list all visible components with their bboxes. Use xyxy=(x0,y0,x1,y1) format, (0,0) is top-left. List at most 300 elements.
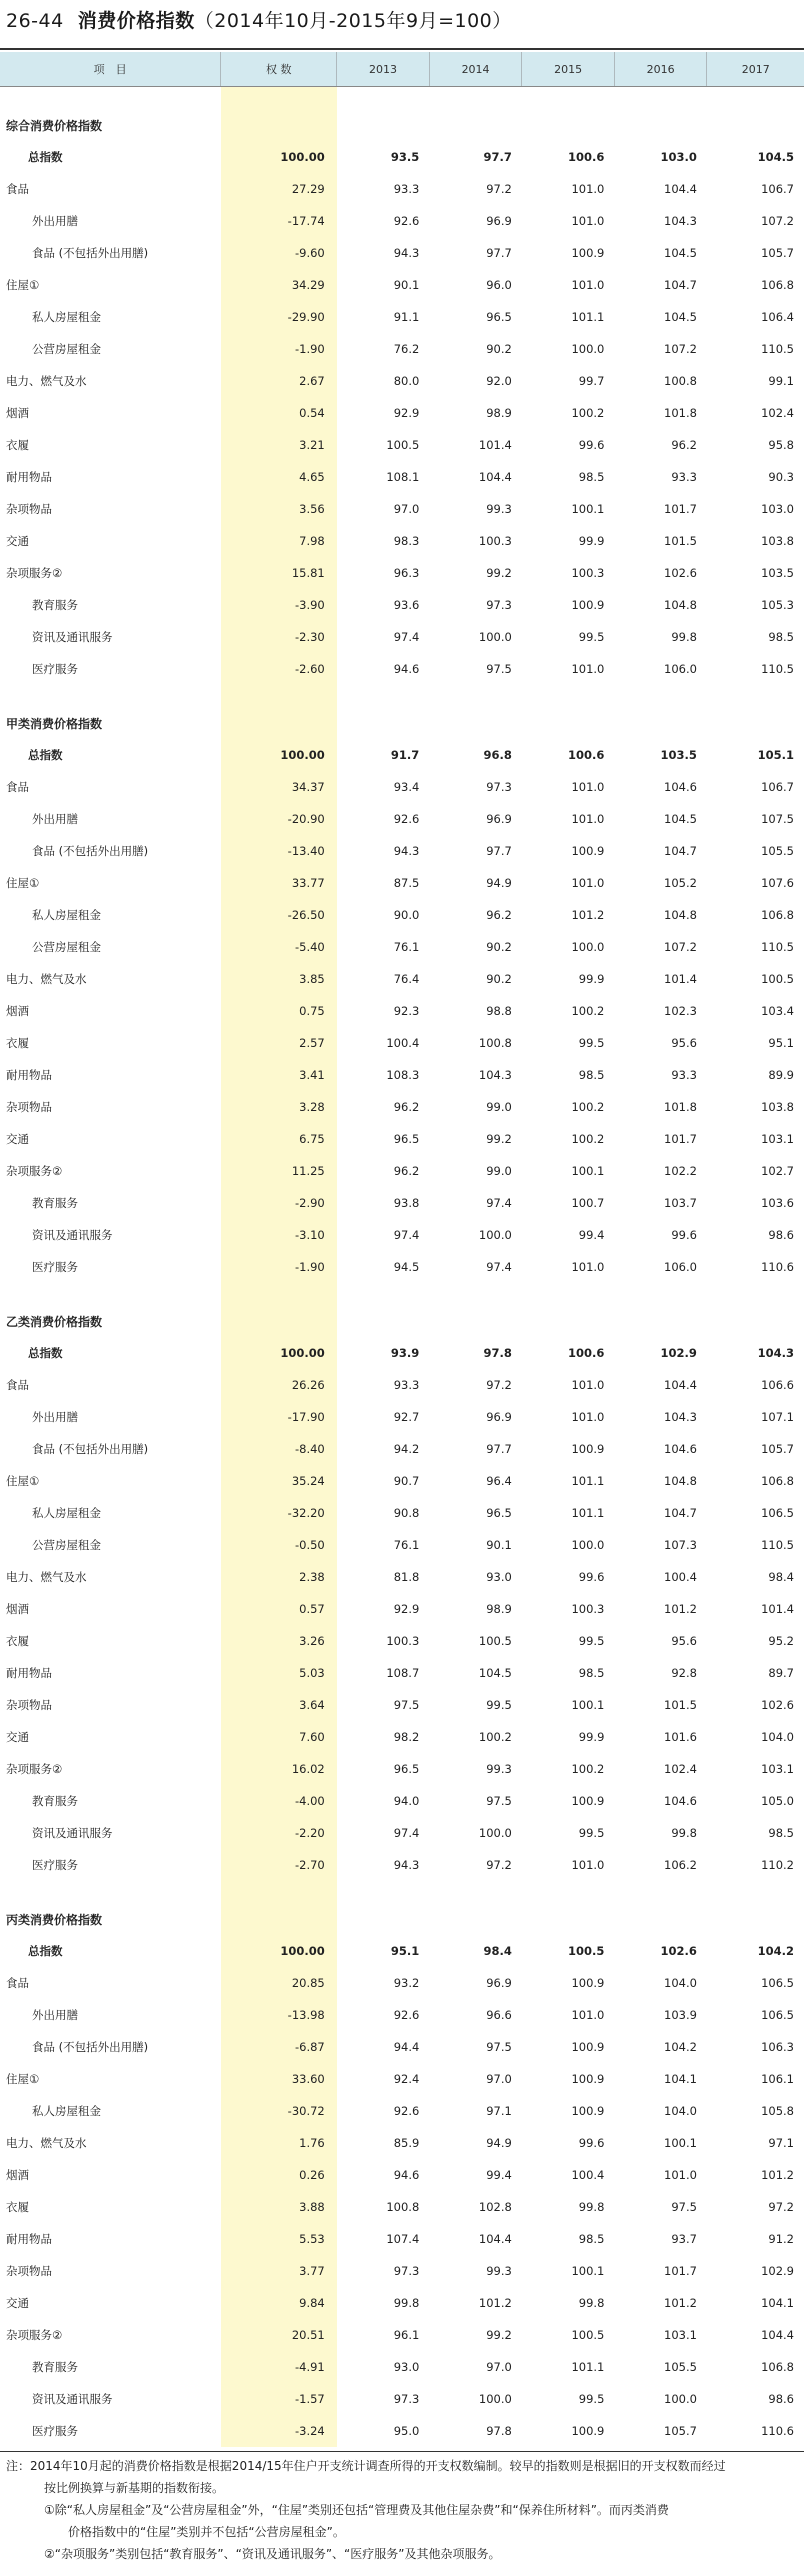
base-period: （2014年10月-2015年9月=100） xyxy=(194,10,512,32)
index-cell: 100.3 xyxy=(571,1602,605,1616)
footnotes xyxy=(6,2455,726,2565)
index-cell: 99.3 xyxy=(486,2264,512,2278)
index-cell: 101.0 xyxy=(571,1378,605,1392)
index-cell: 100.6 xyxy=(568,1346,605,1360)
index-cell: 102.6 xyxy=(664,566,697,580)
index-cell: 92.6 xyxy=(393,2008,420,2022)
index-cell: 103.5 xyxy=(761,566,794,580)
index-cell: 104.1 xyxy=(664,2072,697,2086)
table-row xyxy=(0,237,804,269)
index-cell: 98.5 xyxy=(768,1826,794,1840)
index-cell: 99.3 xyxy=(486,502,512,516)
index-cell: 98.5 xyxy=(768,630,794,644)
index-cell: 107.2 xyxy=(664,940,697,954)
weight-cell: 33.60 xyxy=(221,2063,337,2095)
index-cell: 105.1 xyxy=(757,748,794,762)
index-cell: 105.5 xyxy=(664,2360,697,2374)
index-cell: 81.8 xyxy=(393,1570,420,1584)
index-cell: 101.4 xyxy=(761,1602,794,1616)
index-cell: 93.2 xyxy=(393,1976,420,1990)
weight-cell: 35.24 xyxy=(221,1465,337,1497)
index-cell: 100.9 xyxy=(571,246,605,260)
row-label: 食品 (不包括外出用膳) xyxy=(32,1442,149,1456)
table-row xyxy=(0,931,804,963)
row-label: 资讯及通讯服务 xyxy=(32,2392,113,2406)
index-cell: 97.2 xyxy=(486,1378,512,1392)
index-cell: 99.5 xyxy=(578,1634,605,1648)
table-row xyxy=(0,1497,804,1529)
index-cell: 104.0 xyxy=(664,1976,697,1990)
index-cell: 101.6 xyxy=(664,1730,697,1744)
header-year: 2016 xyxy=(614,52,707,87)
table-row xyxy=(0,1187,804,1219)
index-cell: 96.2 xyxy=(486,908,512,922)
table-name: 消费价格指数 xyxy=(77,10,195,32)
index-cell: 100.1 xyxy=(571,2264,605,2278)
table-row xyxy=(0,1155,804,1187)
index-cell: 100.4 xyxy=(571,2168,605,2182)
table-row xyxy=(0,1433,804,1465)
index-cell: 101.0 xyxy=(571,214,605,228)
weight-cell: -5.40 xyxy=(221,931,337,963)
index-cell: 107.4 xyxy=(386,2232,420,2246)
index-cell: 99.6 xyxy=(578,1570,605,1584)
index-cell: 95.6 xyxy=(671,1036,697,1050)
table-row xyxy=(0,771,804,803)
index-cell: 99.9 xyxy=(578,972,605,986)
index-cell: 93.3 xyxy=(671,1068,697,1082)
index-cell: 110.6 xyxy=(761,1260,794,1274)
row-label: 住屋① xyxy=(6,2072,40,2086)
table-row xyxy=(0,835,804,867)
index-cell: 100.0 xyxy=(478,1826,512,1840)
index-cell: 96.5 xyxy=(393,1132,420,1146)
table-row xyxy=(0,1369,804,1401)
index-cell: 105.7 xyxy=(761,246,794,260)
index-cell: 102.8 xyxy=(478,2200,512,2214)
section-title: 乙类消费价格指数 xyxy=(6,1314,103,1329)
index-cell: 100.1 xyxy=(571,1698,605,1712)
index-cell: 94.3 xyxy=(393,246,420,260)
index-cell: 104.2 xyxy=(757,1944,794,1958)
index-cell: 100.0 xyxy=(664,2392,697,2406)
note-line: 按比例换算与新基期的指数衔接。 xyxy=(44,2481,225,2495)
index-cell: 98.5 xyxy=(578,470,605,484)
index-cell: 102.4 xyxy=(664,1762,697,1776)
index-cell: 92.6 xyxy=(393,812,420,826)
index-cell: 106.5 xyxy=(761,1976,794,1990)
index-cell: 104.6 xyxy=(664,1442,697,1456)
table-row xyxy=(0,1625,804,1657)
index-cell: 99.6 xyxy=(671,1228,697,1242)
index-cell: 100.4 xyxy=(386,1036,420,1050)
index-cell: 107.6 xyxy=(761,876,794,890)
row-label: 公营房屋租金 xyxy=(32,1538,101,1552)
index-cell: 96.2 xyxy=(671,438,697,452)
index-cell: 98.8 xyxy=(486,1004,512,1018)
table-row xyxy=(0,1251,804,1283)
table-row xyxy=(0,333,804,365)
index-cell: 100.8 xyxy=(478,1036,512,1050)
table-row xyxy=(0,653,804,685)
index-cell: 94.9 xyxy=(486,876,512,890)
index-cell: 94.6 xyxy=(393,2168,420,2182)
index-cell: 107.5 xyxy=(761,812,794,826)
section-title: 甲类消费价格指数 xyxy=(6,716,103,731)
row-label: 私人房屋租金 xyxy=(32,908,101,922)
table-row xyxy=(0,1561,804,1593)
index-cell: 103.8 xyxy=(761,534,794,548)
index-cell: 104.8 xyxy=(664,1474,697,1488)
row-label: 杂项服务② xyxy=(6,2328,63,2342)
weight-cell: -1.90 xyxy=(221,1251,337,1283)
weight-cell: -2.20 xyxy=(221,1817,337,1849)
index-cell: 104.5 xyxy=(664,310,697,324)
row-label: 杂项服务② xyxy=(6,566,63,580)
row-label: 交通 xyxy=(6,1132,29,1146)
index-cell: 94.0 xyxy=(393,1794,420,1808)
index-cell: 100.9 xyxy=(571,1976,605,1990)
index-cell: 102.3 xyxy=(664,1004,697,1018)
index-cell: 101.0 xyxy=(571,1410,605,1424)
table-row xyxy=(0,269,804,301)
row-label: 电力、燃气及水 xyxy=(6,972,87,986)
index-cell: 96.5 xyxy=(486,310,512,324)
index-cell: 100.0 xyxy=(478,630,512,644)
index-cell: 98.9 xyxy=(486,1602,512,1616)
row-label: 烟酒 xyxy=(6,2168,29,2182)
index-cell: 80.0 xyxy=(393,374,420,388)
index-cell: 98.6 xyxy=(768,1228,794,1242)
index-cell: 99.2 xyxy=(486,1132,512,1146)
index-cell: 104.3 xyxy=(664,1410,697,1424)
index-cell: 101.0 xyxy=(571,182,605,196)
weight-cell: 20.85 xyxy=(221,1967,337,1999)
weight-cell: -4.91 xyxy=(221,2351,337,2383)
index-cell: 101.0 xyxy=(571,812,605,826)
index-cell: 104.3 xyxy=(664,214,697,228)
index-cell: 105.0 xyxy=(761,1794,794,1808)
index-cell: 93.8 xyxy=(393,1196,420,1210)
table-row xyxy=(0,803,804,835)
index-cell: 100.9 xyxy=(571,1794,605,1808)
index-cell: 103.1 xyxy=(664,2328,697,2342)
weight-cell: -29.90 xyxy=(221,301,337,333)
index-cell: 97.7 xyxy=(486,1442,512,1456)
index-cell: 97.5 xyxy=(393,1698,420,1712)
spacer-row xyxy=(0,685,804,707)
index-cell: 106.0 xyxy=(664,1260,697,1274)
index-cell: 92.0 xyxy=(486,374,512,388)
index-cell: 102.2 xyxy=(664,1164,697,1178)
index-cell: 93.5 xyxy=(390,150,420,164)
index-cell: 100.2 xyxy=(571,1132,605,1146)
index-cell: 98.5 xyxy=(578,1666,605,1680)
weight-cell: 15.81 xyxy=(221,557,337,589)
index-cell: 95.0 xyxy=(393,2424,420,2438)
index-cell: 104.8 xyxy=(664,908,697,922)
index-cell: 107.3 xyxy=(664,1538,697,1552)
index-cell: 100.7 xyxy=(571,1196,605,1210)
index-cell: 104.7 xyxy=(664,1506,697,1520)
table-row xyxy=(0,525,804,557)
index-cell: 87.5 xyxy=(393,876,420,890)
index-cell: 103.0 xyxy=(660,150,697,164)
index-cell: 106.4 xyxy=(761,310,794,324)
index-cell: 93.4 xyxy=(393,780,420,794)
index-cell: 100.0 xyxy=(478,2392,512,2406)
index-cell: 100.0 xyxy=(478,1228,512,1242)
table-row xyxy=(0,1785,804,1817)
index-cell: 103.6 xyxy=(761,1196,794,1210)
weight-cell: -2.90 xyxy=(221,1187,337,1219)
index-cell: 101.1 xyxy=(571,1474,605,1488)
index-cell: 99.0 xyxy=(486,1100,512,1114)
index-cell: 100.5 xyxy=(478,1634,512,1648)
weight-cell: -8.40 xyxy=(221,1433,337,1465)
index-cell: 92.7 xyxy=(393,1410,420,1424)
weight-cell: -13.98 xyxy=(221,1999,337,2031)
section-title: 丙类消费价格指数 xyxy=(6,1912,103,1927)
index-cell: 100.9 xyxy=(571,844,605,858)
weight-cell: 3.88 xyxy=(221,2191,337,2223)
table-row xyxy=(0,867,804,899)
index-cell: 103.1 xyxy=(761,1762,794,1776)
table-row xyxy=(0,1817,804,1849)
header-year: 2015 xyxy=(522,52,615,87)
row-label: 医疗服务 xyxy=(32,1858,78,1872)
weight-cell: -30.72 xyxy=(221,2095,337,2127)
table-row xyxy=(0,1967,804,1999)
index-cell: 92.4 xyxy=(393,2072,420,2086)
weight-cell: 20.51 xyxy=(221,2319,337,2351)
cpi-table xyxy=(0,52,804,2447)
index-cell: 99.8 xyxy=(393,2296,420,2310)
index-cell: 89.9 xyxy=(768,1068,794,1082)
index-cell: 99.5 xyxy=(578,1826,605,1840)
index-cell: 99.8 xyxy=(578,2296,605,2310)
weight-cell: 2.57 xyxy=(221,1027,337,1059)
row-label: 烟酒 xyxy=(6,1602,29,1616)
index-cell: 90.2 xyxy=(486,342,512,356)
index-cell: 96.6 xyxy=(486,2008,512,2022)
weight-cell: 0.57 xyxy=(221,1593,337,1625)
weight-cell: 3.56 xyxy=(221,493,337,525)
index-cell: 100.2 xyxy=(571,1762,605,1776)
row-label: 私人房屋租金 xyxy=(32,310,101,324)
index-cell: 106.2 xyxy=(664,1858,697,1872)
index-cell: 106.8 xyxy=(761,908,794,922)
table-row xyxy=(0,2159,804,2191)
index-cell: 100.6 xyxy=(568,150,605,164)
index-cell: 102.7 xyxy=(761,1164,794,1178)
index-cell: 103.9 xyxy=(664,2008,697,2022)
index-cell: 104.0 xyxy=(761,1730,794,1744)
index-cell: 97.4 xyxy=(486,1196,512,1210)
index-cell: 97.5 xyxy=(486,1794,512,1808)
row-label: 杂项物品 xyxy=(6,1698,52,1712)
section-row xyxy=(0,109,804,141)
weight-cell: -6.87 xyxy=(221,2031,337,2063)
index-cell: 105.5 xyxy=(761,844,794,858)
index-cell: 100.4 xyxy=(664,1570,697,1584)
row-label: 住屋① xyxy=(6,1474,40,1488)
index-cell: 99.5 xyxy=(578,630,605,644)
row-label: 交通 xyxy=(6,1730,29,1744)
index-cell: 100.2 xyxy=(571,1100,605,1114)
weight-cell: -17.74 xyxy=(221,205,337,237)
index-cell: 100.1 xyxy=(571,1164,605,1178)
index-cell: 92.9 xyxy=(393,1602,420,1616)
table-row xyxy=(0,2255,804,2287)
index-cell: 101.4 xyxy=(664,972,697,986)
index-cell: 104.0 xyxy=(664,2104,697,2118)
index-cell: 106.5 xyxy=(761,1506,794,1520)
row-label: 烟酒 xyxy=(6,1004,29,1018)
index-cell: 106.6 xyxy=(761,1378,794,1392)
index-cell: 100.3 xyxy=(478,534,512,548)
table-row xyxy=(0,1337,804,1369)
row-label: 总指数 xyxy=(28,1944,63,1958)
table-row xyxy=(0,2031,804,2063)
row-label: 住屋① xyxy=(6,876,40,890)
row-label: 电力、燃气及水 xyxy=(6,374,87,388)
index-cell: 106.7 xyxy=(761,182,794,196)
weight-cell: 3.28 xyxy=(221,1091,337,1123)
table-row xyxy=(0,2223,804,2255)
index-cell: 99.8 xyxy=(578,2200,605,2214)
row-label: 外出用膳 xyxy=(32,1410,78,1424)
weight-cell: 3.41 xyxy=(221,1059,337,1091)
index-cell: 99.5 xyxy=(578,1036,605,1050)
index-cell: 104.7 xyxy=(664,278,697,292)
weight-cell: 7.98 xyxy=(221,525,337,557)
index-cell: 96.5 xyxy=(486,1506,512,1520)
index-cell: 104.4 xyxy=(664,1378,697,1392)
index-cell: 98.3 xyxy=(393,534,420,548)
index-cell: 93.7 xyxy=(671,2232,697,2246)
spacer-row xyxy=(0,1881,804,1903)
weight-cell: 100.00 xyxy=(221,739,337,771)
row-label: 食品 (不包括外出用膳) xyxy=(32,2040,149,2054)
index-cell: 93.9 xyxy=(390,1346,420,1360)
index-cell: 76.4 xyxy=(393,972,420,986)
index-cell: 110.6 xyxy=(761,2424,794,2438)
table-row xyxy=(0,739,804,771)
index-cell: 90.7 xyxy=(393,1474,420,1488)
index-cell: 97.5 xyxy=(486,662,512,676)
index-cell: 101.2 xyxy=(478,2296,512,2310)
table-row xyxy=(0,589,804,621)
table-row xyxy=(0,1935,804,1967)
weight-cell: 7.60 xyxy=(221,1721,337,1753)
weight-cell: 27.29 xyxy=(221,173,337,205)
index-cell: 104.4 xyxy=(478,470,512,484)
row-label: 食品 xyxy=(6,1976,29,1990)
index-cell: 105.3 xyxy=(761,598,794,612)
index-cell: 103.7 xyxy=(664,1196,697,1210)
index-cell: 93.0 xyxy=(486,1570,512,1584)
weight-cell: 2.38 xyxy=(221,1561,337,1593)
index-cell: 101.7 xyxy=(664,1132,697,1146)
row-label: 教育服务 xyxy=(32,2360,78,2374)
index-cell: 90.1 xyxy=(393,278,420,292)
index-cell: 99.9 xyxy=(578,1730,605,1744)
index-cell: 100.9 xyxy=(571,1442,605,1456)
index-cell: 100.1 xyxy=(664,2136,697,2150)
spacer-row xyxy=(0,1283,804,1305)
index-cell: 94.6 xyxy=(393,662,420,676)
index-cell: 97.3 xyxy=(393,2264,420,2278)
weight-cell: 1.76 xyxy=(221,2127,337,2159)
index-cell: 97.1 xyxy=(768,2136,794,2150)
index-cell: 97.5 xyxy=(486,2040,512,2054)
table-row xyxy=(0,2063,804,2095)
index-cell: 90.3 xyxy=(768,470,794,484)
index-cell: 96.9 xyxy=(486,214,512,228)
header-weight: 权 数 xyxy=(221,52,337,87)
weight-cell: -26.50 xyxy=(221,899,337,931)
index-cell: 98.6 xyxy=(768,2392,794,2406)
table-row xyxy=(0,557,804,589)
row-label: 总指数 xyxy=(28,1346,63,1360)
index-cell: 96.0 xyxy=(486,278,512,292)
index-cell: 100.8 xyxy=(664,374,697,388)
index-cell: 104.4 xyxy=(478,2232,512,2246)
row-label: 外出用膳 xyxy=(32,2008,78,2022)
index-cell: 101.5 xyxy=(664,534,697,548)
weight-cell: 0.26 xyxy=(221,2159,337,2191)
bottom-rule xyxy=(0,2451,804,2452)
index-cell: 107.2 xyxy=(664,342,697,356)
index-cell: 100.9 xyxy=(571,598,605,612)
table-row xyxy=(0,493,804,525)
row-label: 教育服务 xyxy=(32,1794,78,1808)
index-cell: 101.1 xyxy=(571,2360,605,2374)
row-label: 耐用物品 xyxy=(6,470,52,484)
row-label: 杂项服务② xyxy=(6,1762,63,1776)
index-cell: 100.1 xyxy=(571,502,605,516)
index-cell: 101.0 xyxy=(571,662,605,676)
index-cell: 104.5 xyxy=(664,246,697,260)
index-cell: 100.5 xyxy=(761,972,794,986)
index-cell: 94.3 xyxy=(393,1858,420,1872)
weight-cell: -2.30 xyxy=(221,621,337,653)
index-cell: 100.8 xyxy=(386,2200,420,2214)
index-cell: 100.5 xyxy=(568,1944,605,1958)
table-row xyxy=(0,1721,804,1753)
index-cell: 104.4 xyxy=(664,182,697,196)
section-row xyxy=(0,1903,804,1935)
weight-cell: -9.60 xyxy=(221,237,337,269)
index-cell: 98.5 xyxy=(578,2232,605,2246)
row-label: 衣履 xyxy=(6,2200,29,2214)
note-line: ①除“私人房屋租金”及“公营房屋租金”外，“住屋”类别还包括“管理费及其他住屋杂费”和“保养住所材料”。而丙类消费 xyxy=(44,2503,669,2517)
weight-cell: 0.75 xyxy=(221,995,337,1027)
weight-cell: 3.26 xyxy=(221,1625,337,1657)
row-label: 交通 xyxy=(6,2296,29,2310)
index-cell: 96.4 xyxy=(486,1474,512,1488)
row-label: 耐用物品 xyxy=(6,2232,52,2246)
index-cell: 93.3 xyxy=(671,470,697,484)
weight-cell: 3.85 xyxy=(221,963,337,995)
index-cell: 91.7 xyxy=(390,748,420,762)
weight-cell: 34.29 xyxy=(221,269,337,301)
index-cell: 90.8 xyxy=(393,1506,420,1520)
table-row xyxy=(0,2383,804,2415)
weight-cell: -20.90 xyxy=(221,803,337,835)
row-label: 资讯及通讯服务 xyxy=(32,1826,113,1840)
